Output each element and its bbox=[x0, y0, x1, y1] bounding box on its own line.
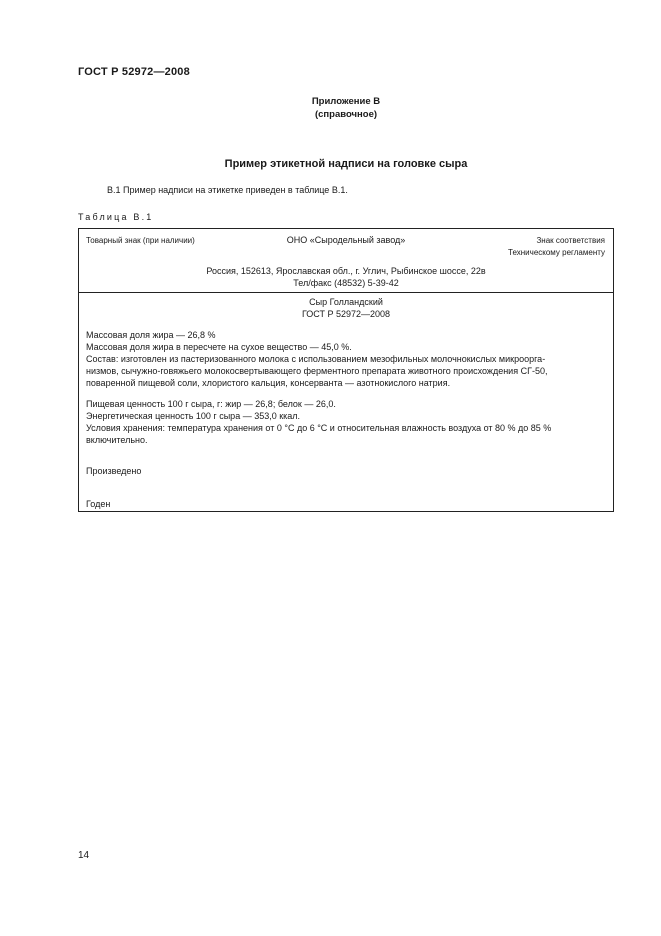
intro-paragraph: В.1 Пример надписи на этикетке приведен в таблице В.1. bbox=[107, 185, 348, 195]
document-code: ГОСТ Р 52972—2008 bbox=[78, 66, 190, 78]
storage-line: Условия хранения: температура хранения от 0 °С до 6 °С и относительная влажность воздуха от 80 % до 85 % bbox=[86, 423, 552, 433]
company-address: Россия, 152613, Ярославская обл., г. Углич, Рыбинское шоссе, 22в bbox=[206, 266, 486, 276]
company-name: ОНО «Сыродельный завод» bbox=[286, 235, 406, 245]
company-phone: Тел/факс (48532) 5-39-42 bbox=[293, 278, 399, 288]
energy-line: Энергетическая ценность 100 г сыра — 353,0 ккал. bbox=[86, 411, 301, 421]
section-heading: Пример этикетной надписи на головке сыра bbox=[224, 158, 468, 170]
fat-content-line: Массовая доля жира — 26,8 % bbox=[86, 330, 216, 340]
table-caption: Таблица В.1 bbox=[78, 212, 154, 222]
composition-line: низмов, сычужно-говяжьего молокосвертывающего ферментного препарата животного происхождения СГ-50, bbox=[86, 366, 548, 376]
label-example-table bbox=[78, 228, 614, 512]
appendix-subtitle: (справочное) bbox=[314, 109, 378, 120]
table-divider bbox=[79, 292, 613, 293]
trademark-cell: Товарный знак (при наличии) bbox=[86, 236, 195, 245]
page-number: 14 bbox=[78, 850, 90, 861]
expiry-field: Годен bbox=[86, 499, 111, 509]
product-name: Сыр Голландский bbox=[309, 297, 383, 307]
storage-line: включительно. bbox=[86, 435, 148, 445]
conformity-mark-line2: Техническому регламенту bbox=[508, 248, 605, 257]
produced-field: Произведено bbox=[86, 466, 142, 476]
conformity-mark-line1: Знак соответствия bbox=[536, 236, 605, 245]
appendix-title: Приложение В bbox=[311, 96, 381, 107]
product-standard: ГОСТ Р 52972—2008 bbox=[301, 309, 391, 319]
fat-dry-matter-line: Массовая доля жира в пересчете на сухое вещество — 45,0 %. bbox=[86, 342, 352, 352]
composition-line: поваренной пищевой соли, хлористого кальция, консерванта — азотнокислого натрия. bbox=[86, 378, 451, 388]
composition-line: Состав: изготовлен из пастеризованного молока с использованием мезофильных молочнокислых микроорга- bbox=[86, 354, 546, 364]
nutrition-line: Пищевая ценность 100 г сыра, г: жир — 26,8; белок — 26,0. bbox=[86, 399, 336, 409]
